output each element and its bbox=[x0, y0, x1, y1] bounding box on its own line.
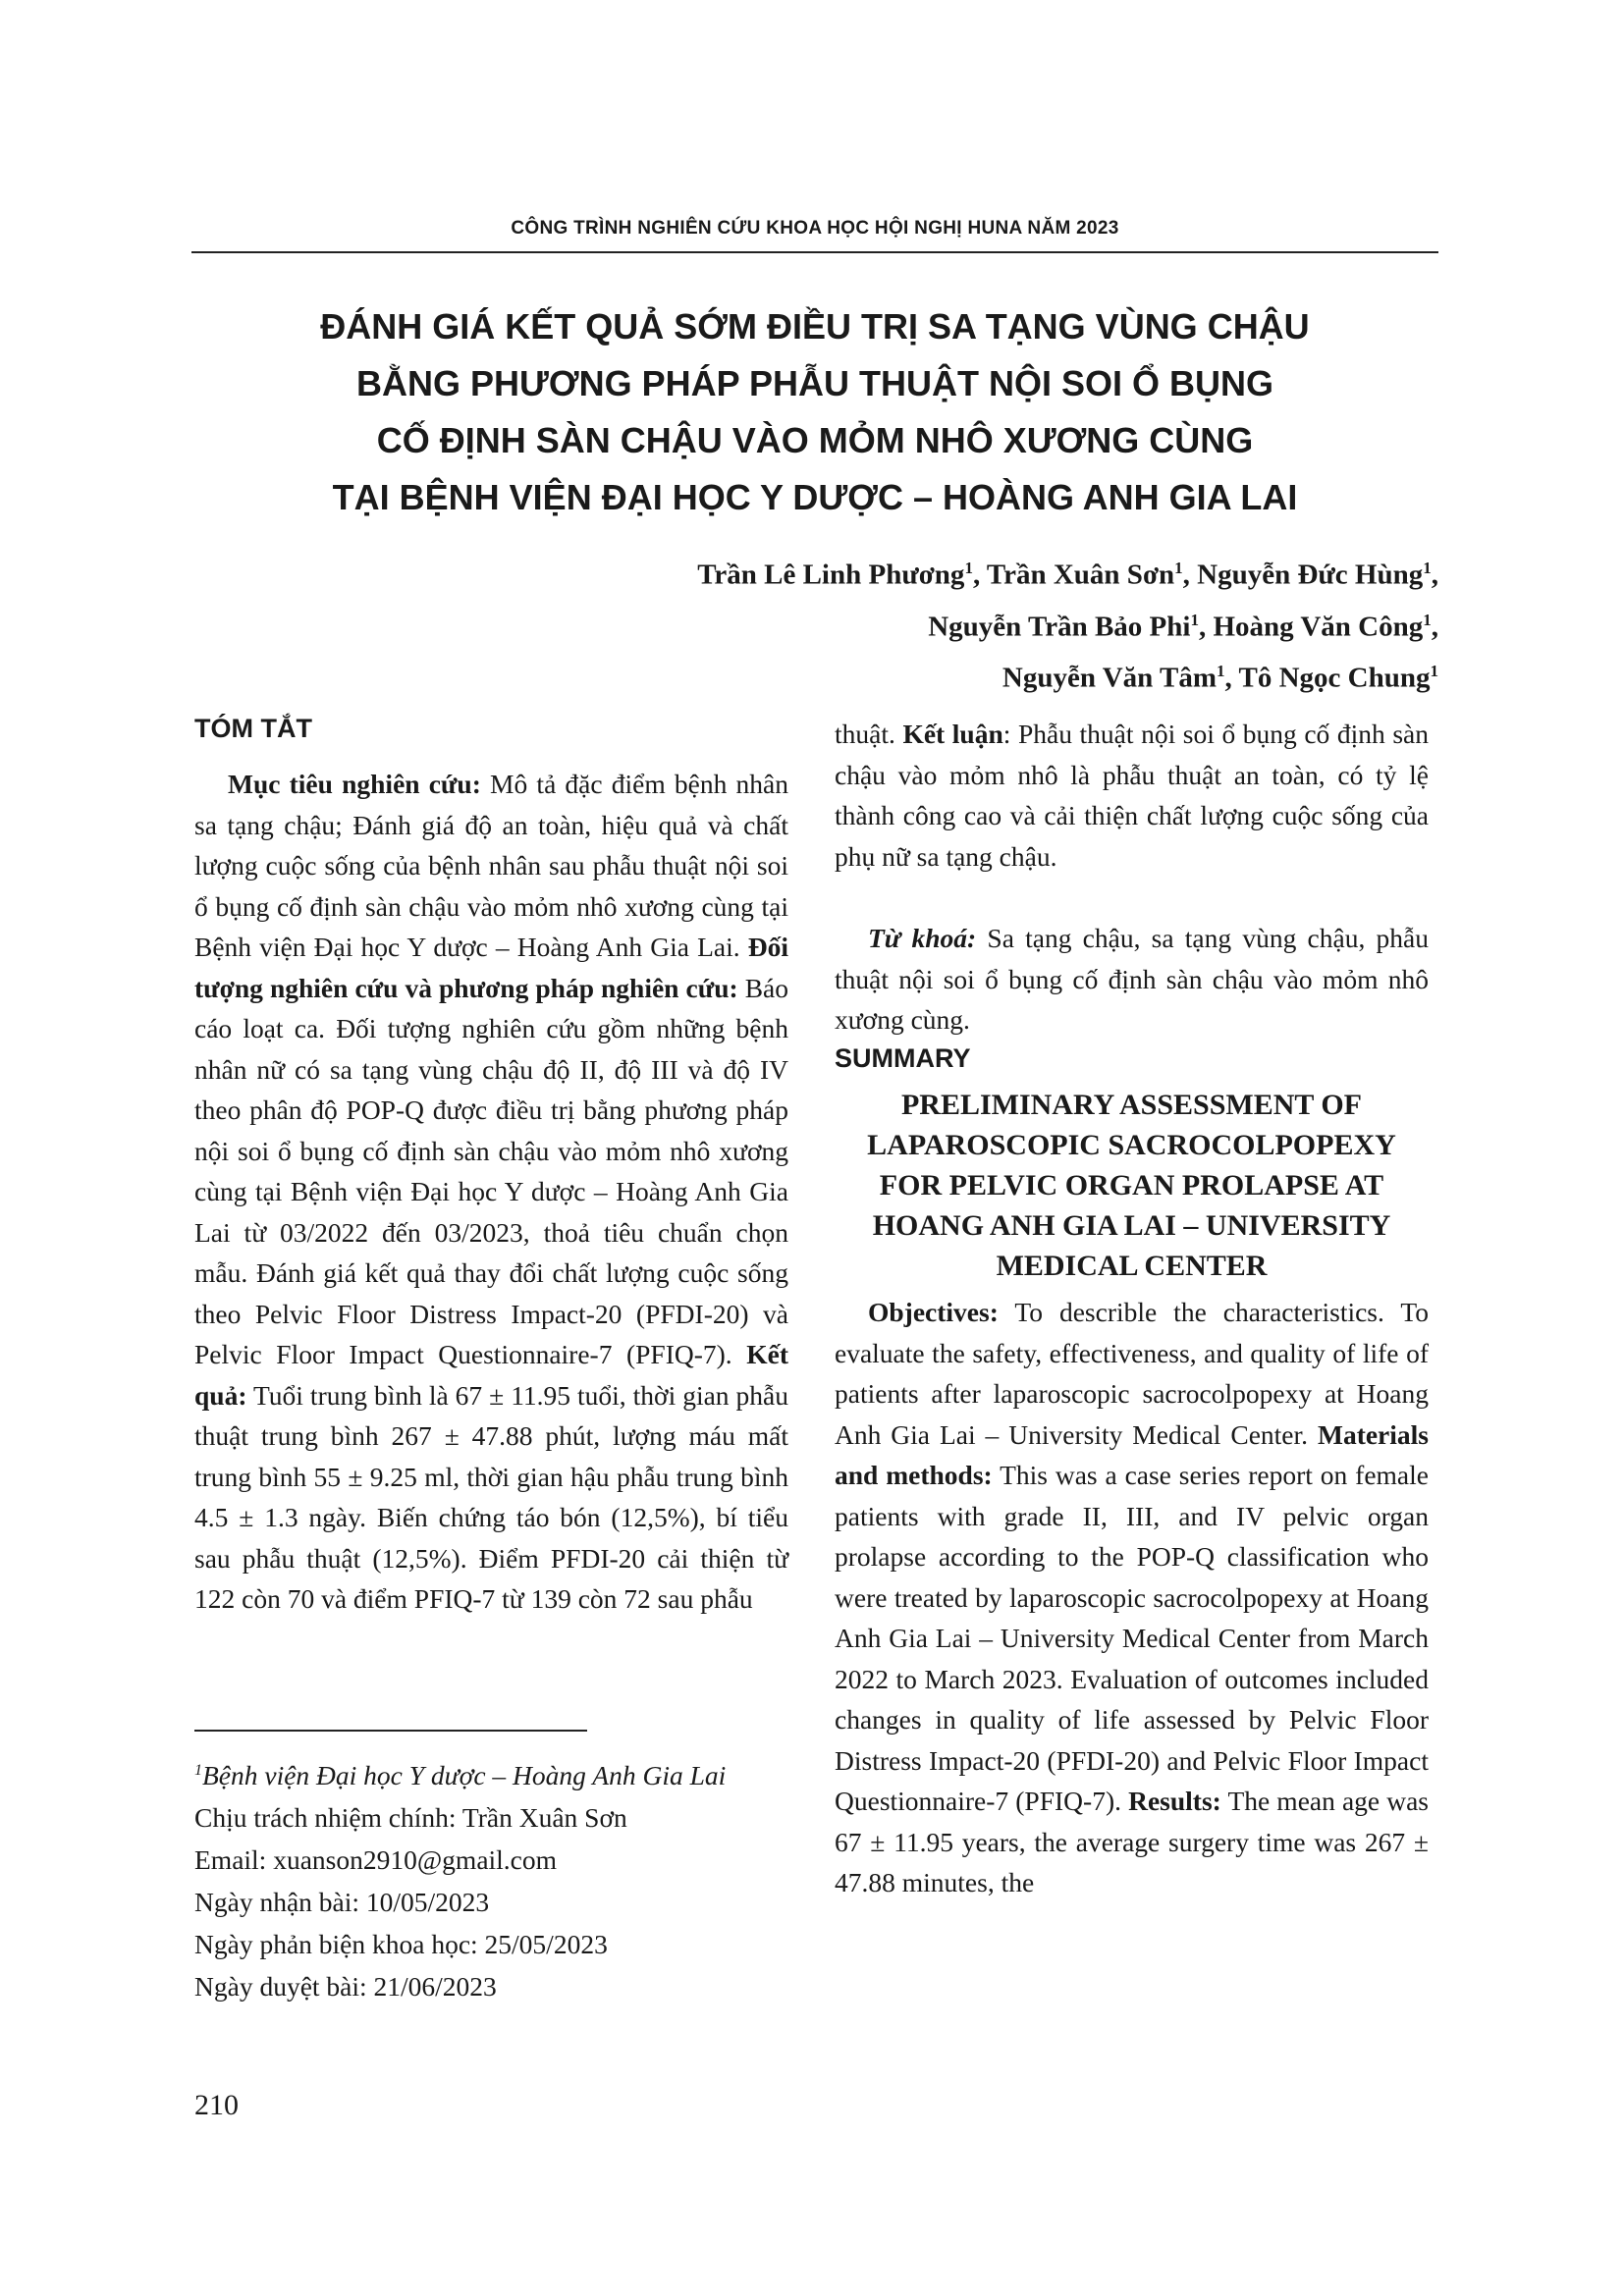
author-name: Hoàng Văn Công bbox=[1213, 611, 1424, 643]
results-label: Kết quả: bbox=[194, 1339, 788, 1411]
title-line: BẰNG PHƯƠNG PHÁP PHẪU THUẬT NỘI SOI Ổ BỤNG bbox=[356, 363, 1273, 403]
separator: , bbox=[1431, 559, 1438, 591]
continued-text: thuật. bbox=[835, 719, 903, 749]
keywords-text: Sa tạng chậu, sa tạng vùng chậu, phẫu thuật nội soi ổ bụng cố định sàn chậu vào mỏm nhô xương cùng. bbox=[835, 923, 1429, 1035]
author-line bbox=[697, 546, 1438, 598]
affiliation-mark: 1 bbox=[1423, 610, 1432, 629]
footnote-rule bbox=[194, 1730, 587, 1732]
page-number: 210 bbox=[194, 2089, 239, 2121]
affiliation-mark: 1 bbox=[964, 559, 973, 577]
abstract-vi-continued bbox=[835, 714, 1429, 877]
separator: , bbox=[1224, 662, 1239, 694]
article-title bbox=[191, 298, 1438, 526]
author-name: Nguyễn Văn Tâm bbox=[1001, 662, 1218, 694]
results-text: The mean age was 67 ± 11.95 years, the average surgery time was 267 ± 47.88 minutes, the bbox=[835, 1786, 1429, 1897]
materials-methods-text: This was a case series report on female patients with grade II, III, and IV pelvic organ prolapse according to the POP-Q classification who were treated by laparoscopic sacrocolpopexy at Hoang Anh Gia Lai – University Medical Center from March 2022 to March 2023. Evaluation of outcomes included changes in quality of life assessed by Pelvic Floor Distress Impact-20 (PFDI-20) and Pelvic Floor Impact Questionnaire-7 (PFIQ-7). bbox=[835, 1460, 1429, 1816]
affiliation-text: Bệnh viện Đại học Y dược – Hoàng Anh Gia Lai bbox=[202, 1760, 727, 1791]
email: Email: xuanson2910@gmail.com bbox=[194, 1844, 558, 1876]
abstract-heading: TÓM TẮT bbox=[194, 714, 312, 743]
author-name: Nguyễn Trần Bảo Phi bbox=[928, 611, 1191, 643]
affiliation-mark: 1 bbox=[1430, 662, 1438, 681]
footnotes bbox=[194, 1749, 726, 2007]
objectives-label: Objectives: bbox=[868, 1297, 999, 1327]
title-line: ĐÁNH GIÁ KẾT QUẢ SỚM ĐIỀU TRỊ SA TẠNG VÙNG CHẬU bbox=[320, 306, 1310, 347]
separator: , bbox=[1431, 611, 1438, 643]
author-line bbox=[697, 649, 1438, 701]
author-list bbox=[697, 546, 1438, 701]
author-name: Nguyễn Đức Hùng bbox=[1197, 559, 1424, 591]
methods-label: Đối tượng nghiên cứu và phương pháp nghiên cứu: bbox=[194, 932, 788, 1003]
responsible-author: Chịu trách nhiệm chính: Trần Xuân Sơn bbox=[194, 1802, 627, 1834]
title-line: CỐ ĐỊNH SÀN CHẬU VÀO MỎM NHÔ XƯƠNG CÙNG bbox=[376, 420, 1254, 460]
author-name: Trần Lê Linh Phương bbox=[697, 559, 965, 591]
summary-title-line: HOANG ANH GIA LAI – UNIVERSITY bbox=[872, 1209, 1391, 1242]
methods-text: Báo cáo loạt ca. Đối tượng nghiên cứu gồm những bệnh nhân nữ có sa tạng vùng chậu độ II, độ III và độ IV theo phân độ POP-Q được điều trị bằng phương pháp nội soi ổ bụng cố định sàn chậu vào mỏm nhô xương cùng tại Bệnh viện Đại học Y dược – Hoàng Anh Gia Lai từ 03/2022 đến 03/2023, thoả tiêu chuẩn chọn mẫu. Đánh giá kết quả thay đổi chất lượng cuộc sống theo Pelvic Floor Distress Impact-20 (PFDI-20) và Pelvic Floor Impact Questionnaire-7 (PFIQ-7). bbox=[194, 972, 788, 1369]
summary-title-line: LAPAROSCOPIC SACROCOLPOPEXY bbox=[867, 1129, 1396, 1161]
author-name: Tô Ngọc Chung bbox=[1238, 662, 1431, 694]
header-rule bbox=[191, 251, 1438, 253]
affiliation-mark: 1 bbox=[1423, 559, 1432, 577]
conclusion-label: Kết luận bbox=[902, 719, 1003, 749]
affiliation-mark: 1 bbox=[1174, 559, 1183, 577]
objective-text: Mô tả đặc điểm bệnh nhân sa tạng chậu; Đánh giá độ an toàn, hiệu quả và chất lượng cuộc sống của bệnh nhân sau phẫu thuật nội soi ổ bụng cố định sàn chậu vào mỏm nhô xương cùng tại Bệnh viện Đại học Y dược – Hoàng Anh Gia Lai. bbox=[194, 769, 788, 962]
title-line: TẠI BỆNH VIỆN ĐẠI HỌC Y DƯỢC – HOÀNG ANH GIA LAI bbox=[332, 477, 1298, 517]
separator: , bbox=[1198, 611, 1214, 643]
summary-title-line: MEDICAL CENTER bbox=[996, 1250, 1268, 1282]
objectives-text: To describle the characteristics. To evaluate the safety, effectiveness, and quality of life of patients after laparoscopic sacrocolpopexy at Hoang Anh Gia Lai – University Medical Center. bbox=[835, 1297, 1429, 1450]
separator: , bbox=[1182, 559, 1198, 591]
conclusion-text: : Phẫu thuật nội soi ổ bụng cố định sàn chậu vào mỏm nhô là phẫu thuật an toàn, có tỷ lệ thành công cao và cải thiện chất lượng cuộc sống của phụ nữ sa tạng chậu. bbox=[835, 719, 1429, 872]
summary-paragraph bbox=[835, 1292, 1429, 1903]
accepted-date: Ngày duyệt bài: 21/06/2023 bbox=[194, 1971, 497, 2002]
summary-heading: SUMMARY bbox=[835, 1043, 971, 1073]
affiliation-mark: 1 bbox=[1190, 610, 1199, 629]
materials-methods-label: Materials and methods: bbox=[835, 1418, 1429, 1490]
abstract-vi-paragraph bbox=[194, 764, 788, 1620]
results-text: Tuổi trung bình là 67 ± 11.95 tuổi, thời gian phẫu thuật trung bình 267 ± 47.88 phút, lượng máu mất trung bình 55 ± 9.25 ml, thời gian hậu phẫu trung bình 4.5 ± 1.3 ngày. Biến chứng táo bón (12,5%), bí tiểu sau phẫu thuật (12,5%). Điểm PFDI-20 cải thiện từ 122 còn 70 và điểm PFIQ-7 từ 139 còn 72 sau phẫu bbox=[194, 1379, 788, 1614]
summary-title bbox=[835, 1085, 1429, 1286]
summary-title-line: PRELIMINARY ASSESSMENT OF bbox=[900, 1089, 1363, 1121]
reviewed-date: Ngày phản biện khoa học: 25/05/2023 bbox=[194, 1929, 608, 1960]
summary-title-line: FOR PELVIC ORGAN PROLAPSE AT bbox=[879, 1169, 1384, 1201]
results-label: Results: bbox=[1128, 1786, 1221, 1816]
author-line bbox=[697, 598, 1438, 650]
keywords-label: Từ khoá: bbox=[868, 923, 977, 953]
keywords-paragraph bbox=[835, 918, 1429, 1041]
running-header: CÔNG TRÌNH NGHIÊN CỨU KHOA HỌC HỘI NGHỊ HUNA NĂM 2023 bbox=[511, 218, 1119, 239]
affiliation-mark: 1 bbox=[1217, 662, 1225, 681]
affiliation-mark: 1 bbox=[194, 1762, 202, 1779]
separator: , bbox=[972, 559, 987, 591]
affiliation-footnote bbox=[194, 1749, 726, 1796]
received-date: Ngày nhận bài: 10/05/2023 bbox=[194, 1887, 490, 1918]
objective-label: Mục tiêu nghiên cứu: bbox=[228, 769, 481, 799]
author-name: Trần Xuân Sơn bbox=[986, 559, 1175, 591]
